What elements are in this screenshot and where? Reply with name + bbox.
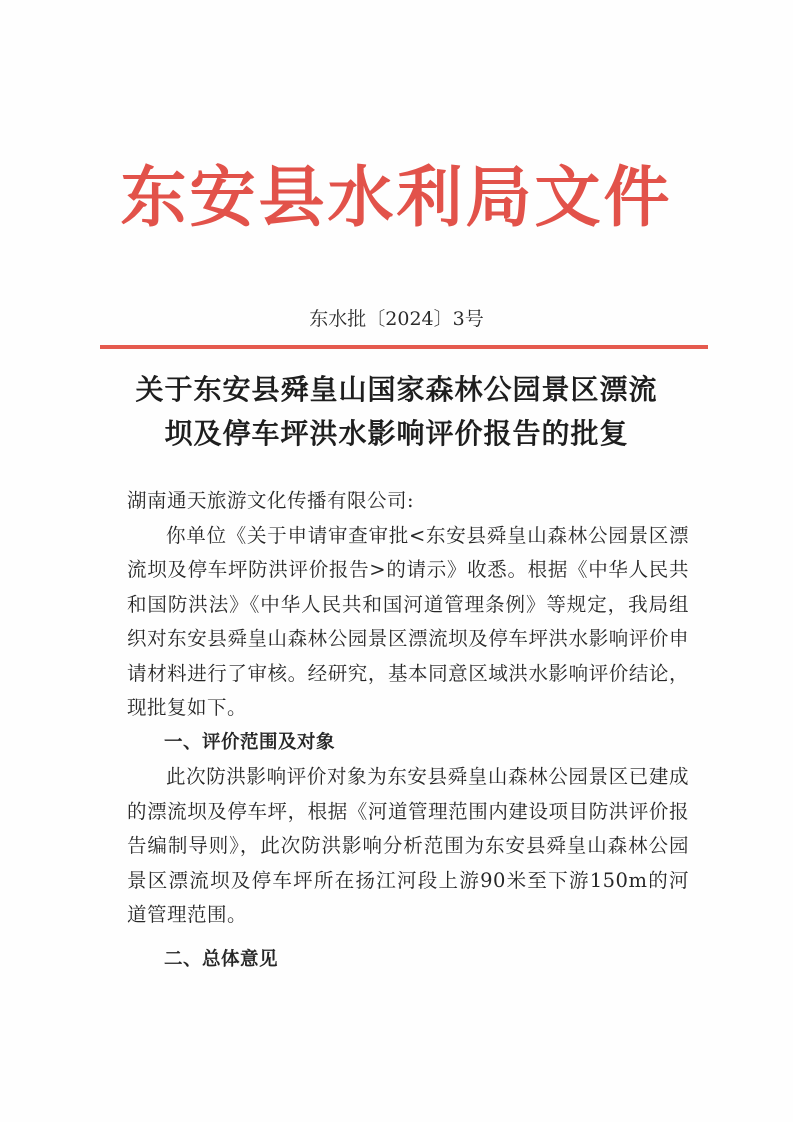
section-2-heading: 二、总体意见	[164, 948, 279, 970]
document-title-line-2: 坝及停车坪洪水影响评价报告的批复	[164, 417, 629, 450]
section-1-text: 此次防洪影响评价对象为东安县舜皇山森林公园景区已建成的漂流坝及停车坪，根据《河道管理范围内建设项目防洪评价报告编制导则》，此次防洪影响分析范围为东安县舜皇山森林公园景区漂流坝及停车坪所在扬江河段上游90米至下游150m的河道管理范围。	[127, 765, 689, 926]
document-title-line-1: 关于东安县舜皇山国家森林公园景区漂流	[135, 373, 658, 406]
red-divider-line	[100, 345, 708, 349]
section-1-heading: 一、评价范围及对象	[164, 731, 336, 753]
document-body	[127, 484, 689, 977]
document-title	[100, 368, 693, 456]
document-number: 东水批〔2024〕3号	[309, 308, 484, 330]
salutation: 湖南通天旅游文化传播有限公司:	[127, 489, 415, 512]
paragraph-intro: 你单位《关于申请审查审批<东安县舜皇山森林公园景区漂流坝及停车坪防洪评价报告>的请示》收悉。根据《中华人民共和国防洪法》《中华人民共和国河道管理条例》等规定，我局组织对东安县舜皇山森林公园景区漂流坝及停车坪洪水影响评价申请材料进行了审核。经研究，基本同意区域洪水影响评价结论，现批复如下。	[127, 523, 689, 719]
issuer-heading: 东安县水利局文件	[120, 158, 673, 236]
